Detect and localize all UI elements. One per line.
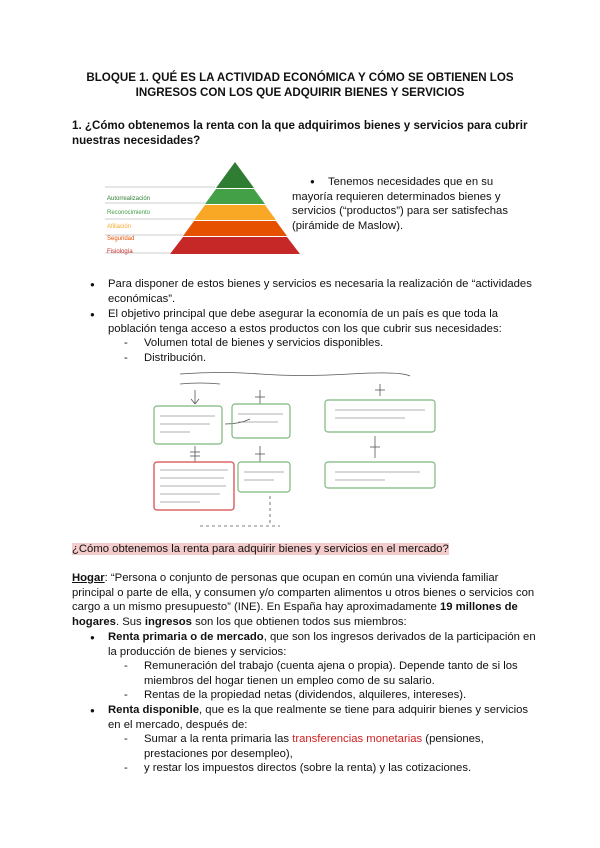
transferencias-highlight: transferencias monetarias <box>292 733 423 745</box>
maslow-pyramid <box>105 158 305 258</box>
sub-impuestos: - y restar los impuestos directos (sobre la renta) y las cotizaciones. <box>144 761 539 776</box>
pyramid-label-2: Reconocimiento <box>107 210 151 216</box>
pyramid-label-3: Afiliación <box>107 224 132 230</box>
handwritten-diagram <box>150 366 445 531</box>
sub-distribucion: - Distribución. <box>144 351 544 366</box>
section-heading: 1. ¿Cómo obtenemos la renta con la que adquirimos bienes y servicios para cubrir nuestras necesidades? <box>72 119 528 147</box>
document-title: BLOQUE 1. QUÉ ES LA ACTIVIDAD ECONÓMICA Y CÓMO SE OBTIENEN LOS INGRESOS CON LOS QUE ADQUIRIR BIENES Y SERVICIOS <box>86 71 514 99</box>
question-renta: ¿Cómo obtenemos la renta para adquirir bienes y servicios en el mercado? <box>72 543 449 555</box>
sub-rentas-propiedad: - Rentas de la propiedad netas (dividendos, alquileres, intereses). <box>144 688 539 703</box>
maslow-bullet: ● Tenemos necesidades que en su mayoría requieren determinados bienes y servicios (“productos”) para ser satisfechas (pirámide de Maslow). <box>292 176 508 232</box>
sub-transferencias: - Sumar a la renta primaria las transferencias monetarias (pensiones, prestaciones por desempleo), <box>144 732 539 761</box>
pyramid-label-5: Fisiología <box>107 249 133 255</box>
sub-volumen: - Volumen total de bienes y servicios disponibles. <box>144 336 544 351</box>
bullet-actividades: ● Para disponer de estos bienes y servicios es necesaria la realización de “actividades económicas”. <box>108 277 538 306</box>
hogar-definition: Hogar: “Persona o conjunto de personas que ocupan en común una vivienda familiar principal o parte de ella, y consumen y/o comparten alimentos u otros bienes o servicios con cargo a un mismo presupuesto” (INE). En España hay aproximadamente 19 millones de hogares. Sus ingresos son los que obtienen todos sus miembros: <box>72 572 535 628</box>
bullet-renta-disponible: ● Renta disponible, que es la que realmente se tiene para adquirir bienes y servicios en el mercado, después de: <box>108 703 538 732</box>
sub-remuneracion: - Remuneración del trabajo (cuenta ajena o propia). Depende tanto de si los miembros del hogar tienen un empleo como de su salario. <box>144 659 539 688</box>
bullet-objetivo: ● El objetivo principal que debe asegurar la economía de un país es que toda la población tenga acceso a estos productos con los que cubrir sus necesidades: <box>108 307 538 336</box>
hogar-term: Hogar <box>72 572 105 584</box>
bullet-renta-primaria: ● Renta primaria o de mercado, que son los ingresos derivados de la participación en la producción de bienes y servicios: <box>108 630 538 659</box>
pyramid-label-4: Seguridad <box>107 236 135 242</box>
pyramid-label-1: Autorrealización <box>107 196 151 202</box>
